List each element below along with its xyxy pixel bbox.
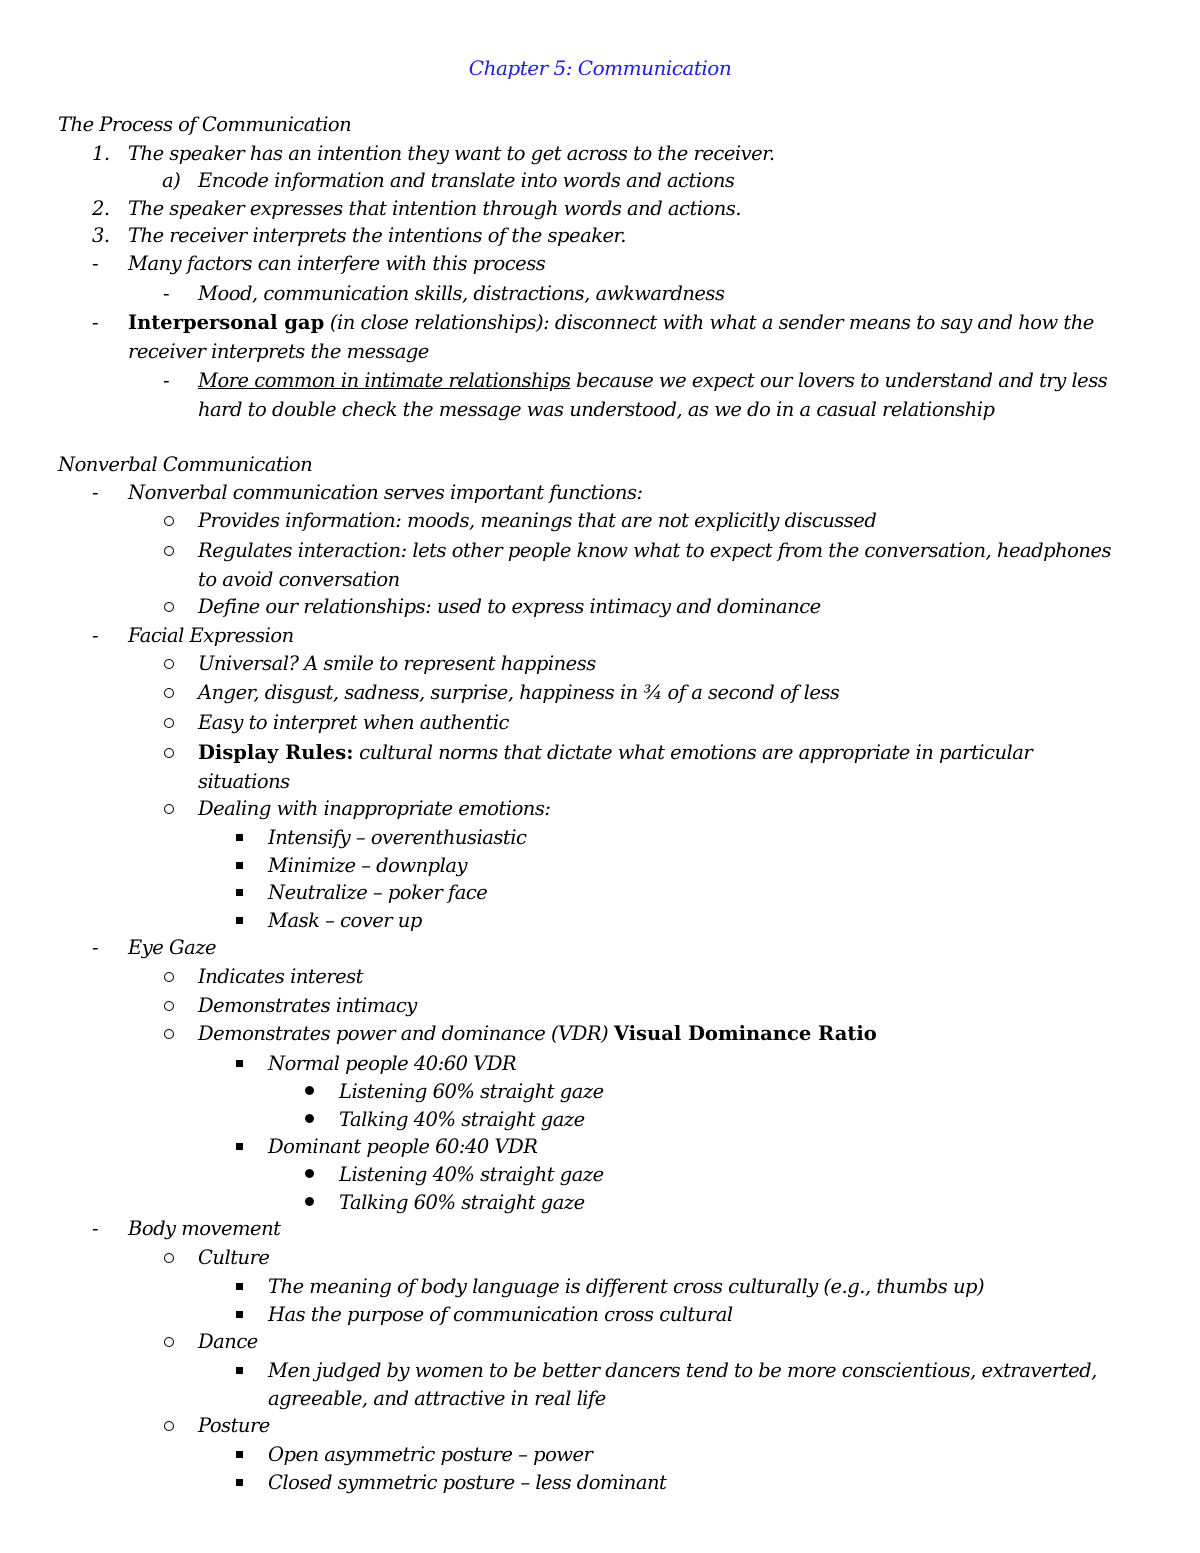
circle-bullet xyxy=(164,546,174,556)
list-item-continuation: to avoid conversation xyxy=(198,568,400,591)
list-item: Encode information and translate into words and actions xyxy=(198,169,735,192)
list-item xyxy=(198,367,1107,395)
square-bullet xyxy=(236,917,243,924)
list-item-text: Demonstrates power and dominance (VDR) xyxy=(198,1022,614,1045)
list-item: Talking 40% straight gaze xyxy=(339,1108,585,1131)
circle-bullet xyxy=(164,602,174,612)
list-item: The receiver interprets the intentions of the speaker. xyxy=(128,224,626,247)
list-item: Many factors can interfere with this process xyxy=(128,252,546,275)
circle-bullet xyxy=(164,688,174,698)
square-bullet xyxy=(236,834,243,841)
disc-bullet xyxy=(305,1197,314,1206)
list-item xyxy=(198,739,1032,767)
list-item-continuation: receiver interprets the message xyxy=(128,340,429,363)
list-number: 1. xyxy=(92,142,110,165)
dash-bullet: - xyxy=(92,1217,99,1240)
dash-bullet: - xyxy=(163,282,170,305)
list-item-text: because we expect our lovers to understand and try less xyxy=(570,369,1108,392)
list-item: Anger, disgust, sadness, surprise, happiness in ¾ of a second of less xyxy=(198,681,840,704)
list-item: The speaker has an intention they want to get across to the receiver. xyxy=(128,142,775,165)
square-bullet xyxy=(236,1143,243,1150)
list-item: Minimize – downplay xyxy=(268,854,468,877)
circle-bullet xyxy=(164,718,174,728)
square-bullet xyxy=(236,1479,243,1486)
underlined-phrase: More common in intimate relationships xyxy=(198,369,571,392)
circle-bullet xyxy=(164,1001,174,1011)
square-bullet xyxy=(236,1367,243,1374)
list-item: Mask – cover up xyxy=(268,909,422,932)
page-title: Chapter 5: Communication xyxy=(468,56,732,80)
term-bold: Display Rules: xyxy=(198,741,354,764)
list-item xyxy=(128,309,1094,337)
circle-bullet xyxy=(164,1029,174,1039)
list-item: Dominant people 60:40 VDR xyxy=(268,1135,538,1158)
list-item: Culture xyxy=(198,1246,270,1269)
square-bullet xyxy=(236,1311,243,1318)
term-bold: Visual Dominance Ratio xyxy=(613,1022,877,1045)
square-bullet xyxy=(236,862,243,869)
list-item: Closed symmetric posture – less dominant xyxy=(268,1471,667,1494)
circle-bullet xyxy=(164,748,174,758)
term-definition: cultural norms that dictate what emotions are appropriate in particular xyxy=(353,741,1033,764)
list-item: Open asymmetric posture – power xyxy=(268,1443,593,1466)
list-item: Nonverbal communication serves important functions: xyxy=(128,481,643,504)
dash-bullet: - xyxy=(92,936,99,959)
term-bold: Interpersonal gap xyxy=(128,311,325,334)
list-item: Dance xyxy=(198,1330,258,1353)
circle-bullet xyxy=(164,1337,174,1347)
list-item: Normal people 40:60 VDR xyxy=(268,1052,517,1075)
list-item-continuation: hard to double check the message was understood, as we do in a casual relationship xyxy=(198,398,995,421)
circle-bullet xyxy=(164,1253,174,1263)
section-heading-process: The Process of Communication xyxy=(58,113,352,136)
dash-bullet: - xyxy=(92,311,99,334)
list-item: Provides information: moods, meanings that are not explicitly discussed xyxy=(198,509,877,532)
list-item: Easy to interpret when authentic xyxy=(198,711,509,734)
term-definition: (in close relationships): disconnect with what a sender means to say and how the xyxy=(324,311,1094,334)
list-item: Dealing with inappropriate emotions: xyxy=(198,797,551,820)
disc-bullet xyxy=(305,1086,314,1095)
list-item: Listening 40% straight gaze xyxy=(339,1163,604,1186)
list-item: Universal? A smile to represent happiness xyxy=(198,652,596,675)
list-item: The speaker expresses that intention through words and actions. xyxy=(128,197,742,220)
list-item: Define our relationships: used to express intimacy and dominance xyxy=(198,595,821,618)
list-item: Facial Expression xyxy=(128,624,294,647)
square-bullet xyxy=(236,1060,243,1067)
list-item-continuation: agreeable, and attractive in real life xyxy=(268,1387,606,1410)
list-item: Eye Gaze xyxy=(128,936,217,959)
list-item: Intensify – overenthusiastic xyxy=(268,826,527,849)
list-item: Listening 60% straight gaze xyxy=(339,1080,604,1103)
circle-bullet xyxy=(164,659,174,669)
list-item: The meaning of body language is different cross culturally (e.g., thumbs up) xyxy=(268,1275,985,1298)
list-item: Mood, communication skills, distractions, awkwardness xyxy=(198,282,725,305)
circle-bullet xyxy=(164,804,174,814)
square-bullet xyxy=(236,889,243,896)
list-item: Demonstrates intimacy xyxy=(198,994,417,1017)
list-item: Regulates interaction: lets other people know what to expect from the conversation, headphones xyxy=(198,539,1112,562)
list-item xyxy=(198,1020,877,1048)
list-number: 3. xyxy=(92,224,110,247)
list-item: Talking 60% straight gaze xyxy=(339,1191,585,1214)
square-bullet xyxy=(236,1283,243,1290)
list-letter: a) xyxy=(162,169,181,192)
circle-bullet xyxy=(164,1421,174,1431)
dash-bullet: - xyxy=(163,369,170,392)
list-number: 2. xyxy=(92,197,110,220)
list-item: Has the purpose of communication cross cultural xyxy=(268,1303,733,1326)
list-item: Indicates interest xyxy=(198,965,363,988)
disc-bullet xyxy=(305,1114,314,1123)
list-item: Posture xyxy=(198,1414,270,1437)
circle-bullet xyxy=(164,972,174,982)
list-item: Neutralize – poker face xyxy=(268,881,488,904)
list-item: Body movement xyxy=(128,1217,281,1240)
list-item-continuation: situations xyxy=(198,770,290,793)
square-bullet xyxy=(236,1451,243,1458)
dash-bullet: - xyxy=(92,481,99,504)
list-item: Men judged by women to be better dancers tend to be more conscientious, extraverted, xyxy=(268,1359,1097,1382)
circle-bullet xyxy=(164,516,174,526)
dash-bullet: - xyxy=(92,252,99,275)
dash-bullet: - xyxy=(92,624,99,647)
disc-bullet xyxy=(305,1169,314,1178)
section-heading-nonverbal: Nonverbal Communication xyxy=(58,453,313,476)
